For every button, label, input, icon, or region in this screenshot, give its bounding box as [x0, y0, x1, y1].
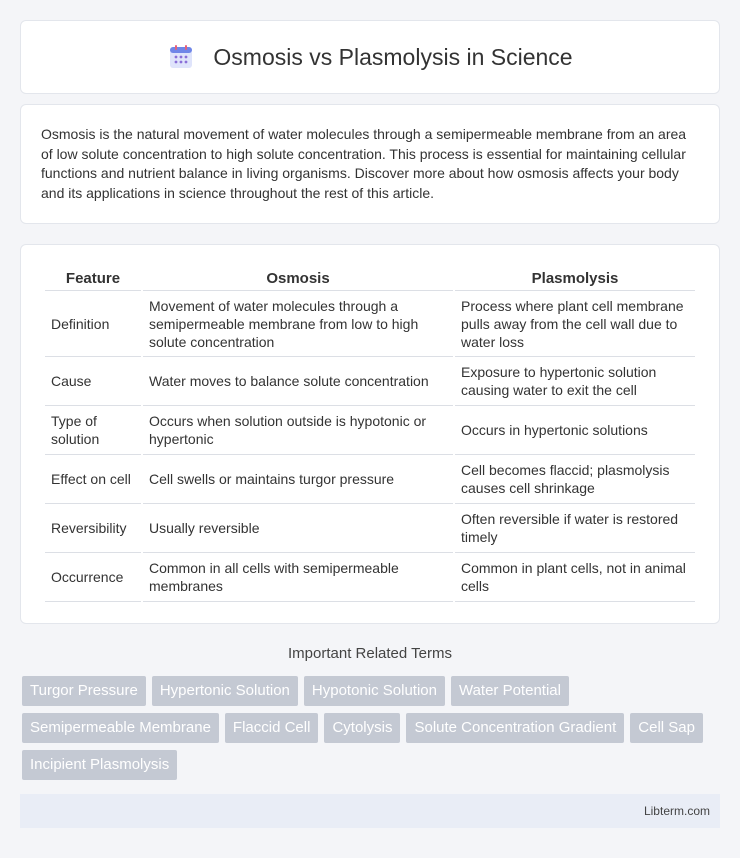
- table-row: [45, 504, 695, 553]
- cell-plasmolysis: Process where plant cell membrane pulls away from the cell wall due to water loss: [455, 291, 695, 357]
- cell-feature: Effect on cell: [45, 455, 141, 504]
- related-term-tag[interactable]: Cell Sap: [630, 713, 703, 743]
- cell-osmosis: Movement of water molecules through a semipermeable membrane from low to high solute concentration: [143, 291, 453, 357]
- comparison-table-card: [20, 244, 720, 624]
- cell-feature: Reversibility: [45, 504, 141, 553]
- related-term-tag[interactable]: Semipermeable Membrane: [22, 713, 219, 743]
- cell-plasmolysis: Cell becomes flaccid; plasmolysis causes cell shrinkage: [455, 455, 695, 504]
- calendar-grid-icon: [167, 43, 195, 71]
- cell-osmosis: Cell swells or maintains turgor pressure: [143, 455, 453, 504]
- page-title: Osmosis vs Plasmolysis in Science: [213, 43, 573, 70]
- header-osmosis: Osmosis: [143, 265, 453, 291]
- cell-osmosis: Common in all cells with semipermeable membranes: [143, 553, 453, 602]
- intro-card: [20, 104, 720, 224]
- header-card: [20, 20, 720, 94]
- header-plasmolysis: Plasmolysis: [455, 265, 695, 291]
- cell-feature: Definition: [45, 291, 141, 357]
- related-term-tag[interactable]: Flaccid Cell: [225, 713, 319, 743]
- cell-osmosis: Usually reversible: [143, 504, 453, 553]
- related-terms-heading: Important Related Terms: [288, 645, 452, 662]
- footer: [20, 794, 720, 828]
- related-term-tag[interactable]: Hypotonic Solution: [304, 676, 445, 706]
- footer-site-link[interactable]: Libterm.com: [643, 804, 710, 818]
- cell-feature: Cause: [45, 357, 141, 406]
- cell-plasmolysis: Common in plant cells, not in animal cells: [455, 553, 695, 602]
- header-feature: Feature: [45, 265, 141, 291]
- cell-plasmolysis: Occurs in hypertonic solutions: [455, 406, 695, 455]
- cell-osmosis: Water moves to balance solute concentration: [143, 357, 453, 406]
- related-term-tag[interactable]: Water Potential: [451, 676, 569, 706]
- comparison-table: [43, 265, 697, 602]
- related-term-tag[interactable]: Incipient Plasmolysis: [22, 750, 177, 780]
- table-header-row: [45, 265, 695, 291]
- related-terms-list: [22, 676, 722, 780]
- table-row: [45, 291, 695, 357]
- related-term-tag[interactable]: Solute Concentration Gradient: [406, 713, 624, 743]
- cell-feature: Type of solution: [45, 406, 141, 455]
- cell-plasmolysis: Often reversible if water is restored timely: [455, 504, 695, 553]
- table-row: [45, 406, 695, 455]
- related-term-tag[interactable]: Hypertonic Solution: [152, 676, 298, 706]
- related-term-tag[interactable]: Cytolysis: [324, 713, 400, 743]
- cell-osmosis: Occurs when solution outside is hypotonic or hypertonic: [143, 406, 453, 455]
- intro-paragraph: Osmosis is the natural movement of water molecules through a semipermeable membrane from an area of low solute concentration to high solute concentration. This process is essential for maintaining cellular functions and nutrient balance in living organisms. Discover more about how osmosis affects your body and its applications in science throughout the rest of this article.: [41, 126, 687, 201]
- table-row: [45, 357, 695, 406]
- table-row: [45, 455, 695, 504]
- cell-feature: Occurrence: [45, 553, 141, 602]
- cell-plasmolysis: Exposure to hypertonic solution causing water to exit the cell: [455, 357, 695, 406]
- related-term-tag[interactable]: Turgor Pressure: [22, 676, 146, 706]
- table-row: [45, 553, 695, 602]
